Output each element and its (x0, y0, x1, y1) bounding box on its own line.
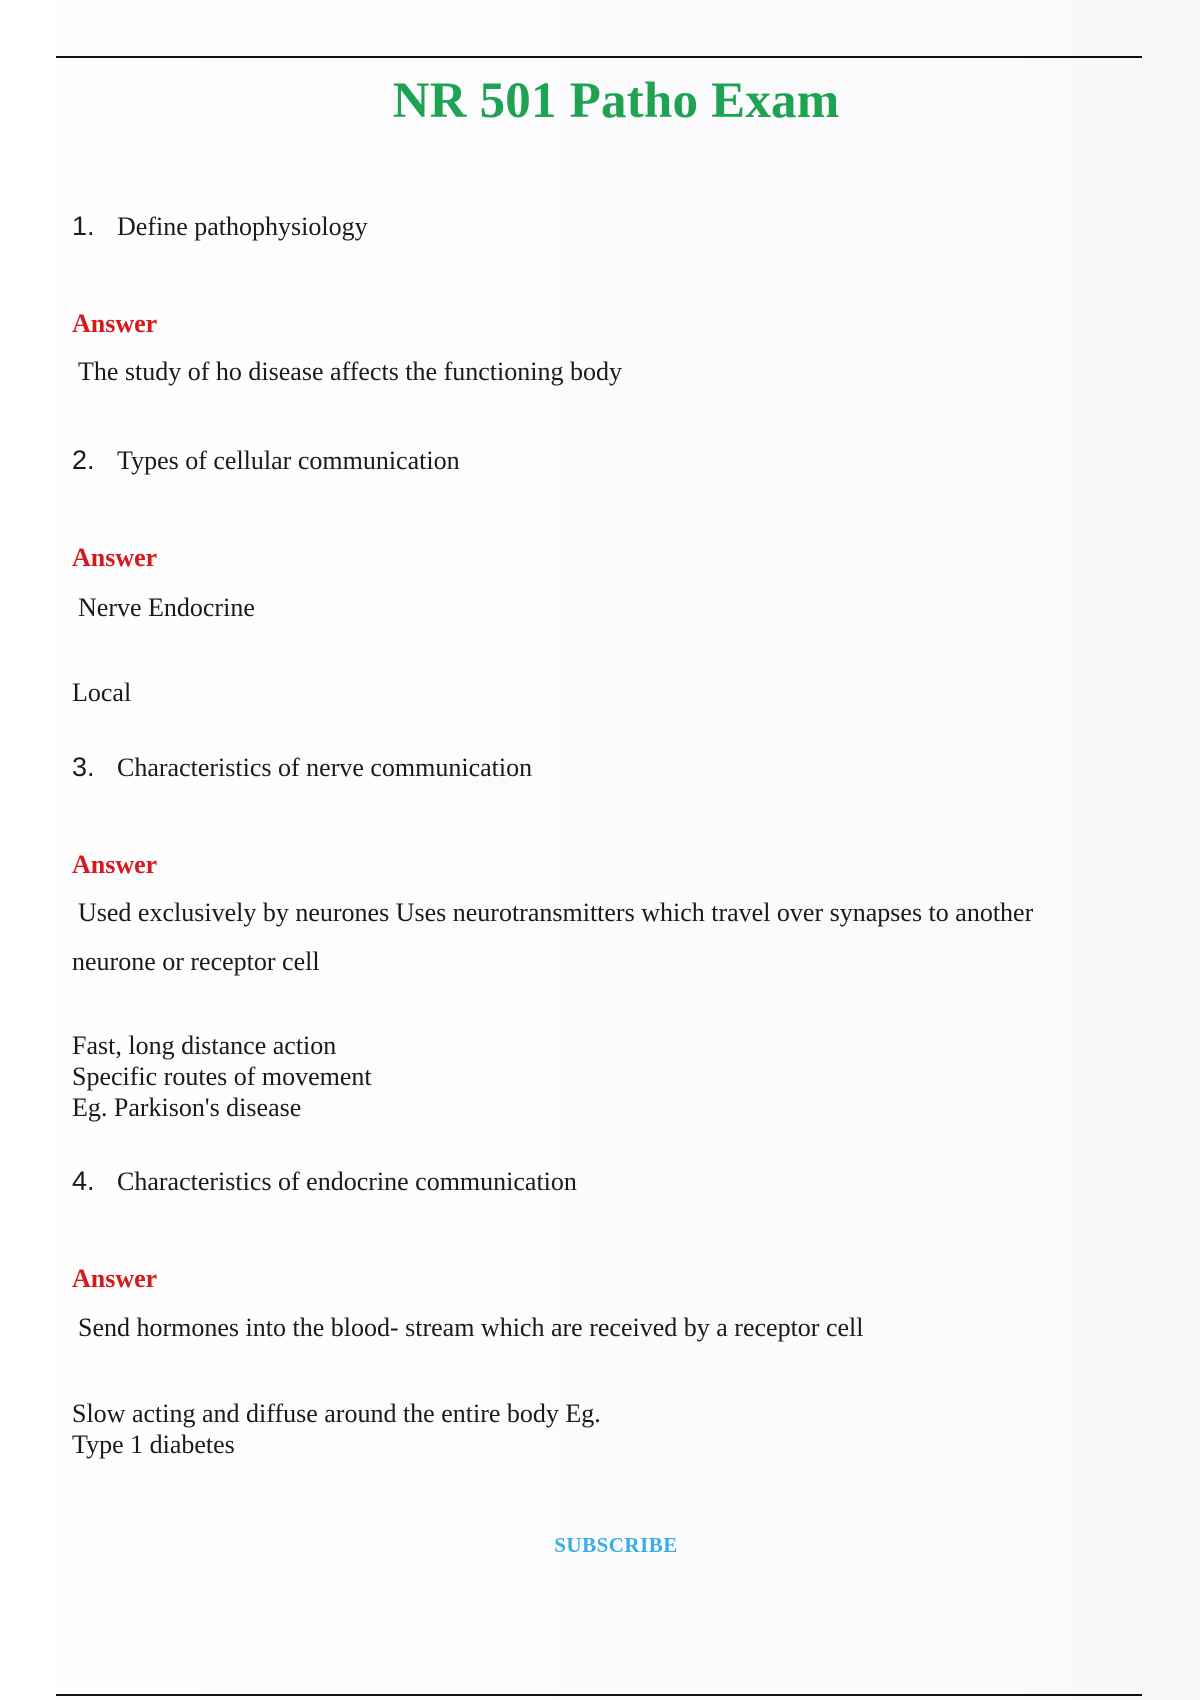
question-text: Types of cellular communication (117, 446, 460, 475)
answer-3-line-4: Specific routes of movement (72, 1062, 372, 1091)
answer-label-1: Answer (72, 309, 158, 338)
answer-4-line-2: Slow acting and diffuse around the entire body Eg. (72, 1399, 601, 1428)
question-1 (72, 211, 368, 242)
question-number: 4. (72, 1166, 95, 1196)
answer-3-line-3: Fast, long distance action (72, 1031, 337, 1060)
answer-label-4: Answer (72, 1264, 158, 1293)
question-text: Define pathophysiology (117, 212, 368, 241)
answer-4-details (72, 1398, 601, 1460)
answer-3-details (72, 1030, 372, 1123)
answer-4-line-3: Type 1 diabetes (72, 1430, 235, 1459)
question-number: 1. (72, 211, 95, 241)
question-text: Characteristics of endocrine communication (117, 1167, 577, 1196)
question-text: Characteristics of nerve communication (117, 753, 533, 782)
question-number: 3. (72, 752, 95, 782)
answer-2-line-1: Nerve Endocrine (78, 593, 255, 622)
question-4 (72, 1166, 577, 1197)
page-title: NR 501 Patho Exam (392, 73, 840, 129)
answer-3-line-2: neurone or receptor cell (72, 947, 320, 976)
answer-label-3: Answer (72, 850, 158, 879)
answer-3-line-5: Eg. Parkison's disease (72, 1093, 302, 1122)
question-3 (72, 752, 532, 783)
bottom-divider (56, 1694, 1142, 1696)
answer-2-line-2: Local (72, 678, 132, 707)
answer-label-2: Answer (72, 543, 158, 572)
answer-3-line-1: Used exclusively by neurones Uses neurotransmitters which travel over synapses to another (78, 898, 1034, 927)
answer-4-line-1: Send hormones into the blood- stream which are received by a receptor cell (78, 1313, 864, 1342)
question-number: 2. (72, 445, 95, 475)
top-divider (56, 56, 1142, 58)
answer-1-line-1: The study of ho disease affects the functioning body (78, 357, 622, 386)
subscribe-link[interactable]: SUBSCRIBE (554, 1533, 678, 1557)
question-2 (72, 445, 460, 476)
